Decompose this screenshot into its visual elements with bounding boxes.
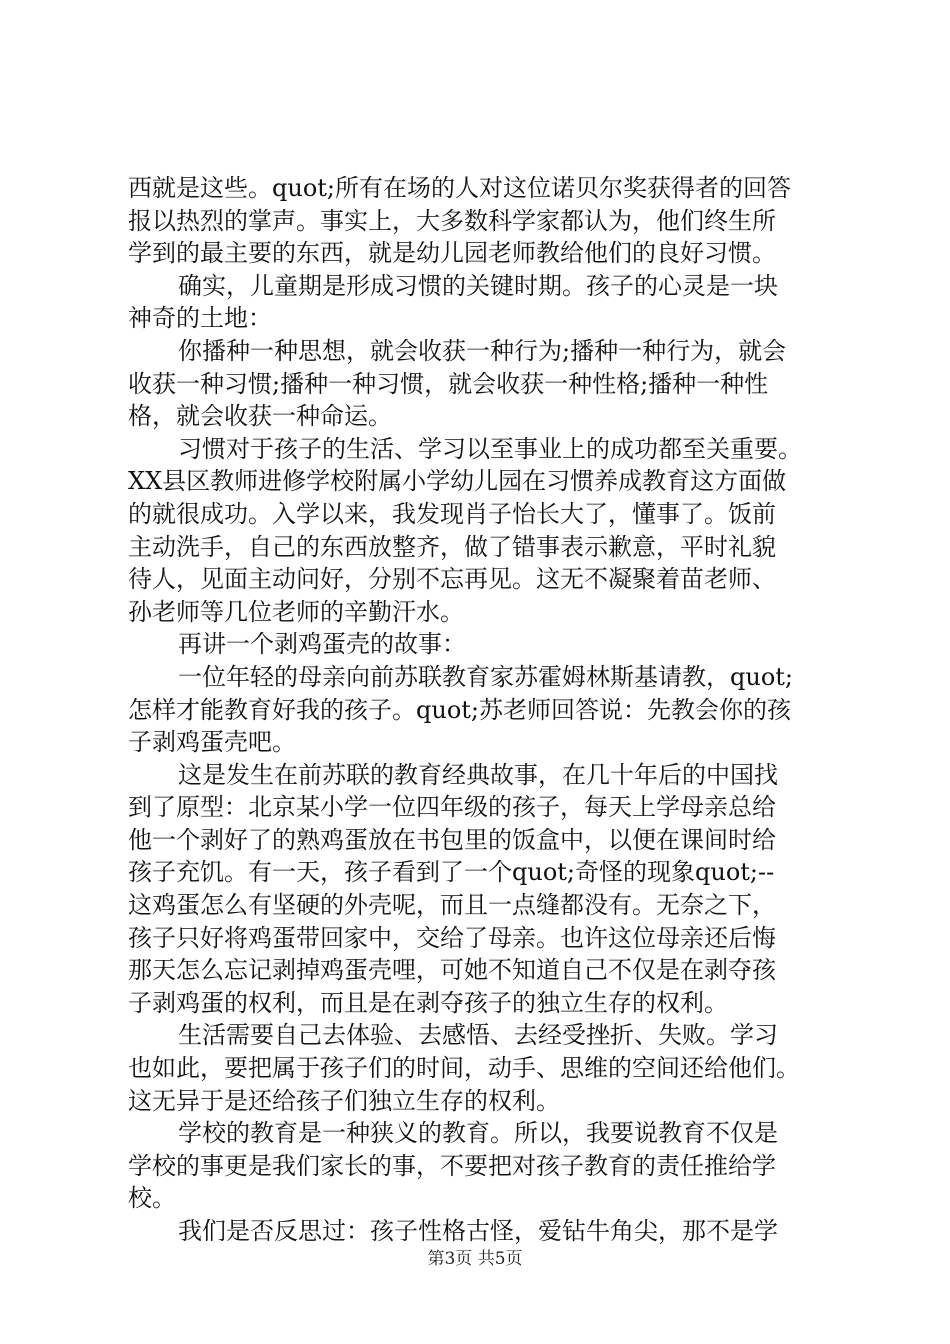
text-line: 也如此，要把属于孩子们的时间，动手、思维的空间还给他们。 <box>128 1054 800 1083</box>
text-line: 他一个剥好了的熟鸡蛋放在书包里的饭盒中，以便在课间时给 <box>128 825 776 854</box>
text-line: 格，就会收获一种命运。 <box>128 402 392 431</box>
page-footer: 第3页 共5页 <box>427 1249 523 1269</box>
text-line: 报以热烈的掌声。事实上，大多数科学家都认为，他们终生所 <box>128 206 776 235</box>
text-line: 神奇的土地： <box>128 304 272 333</box>
text-line: 你播种一种思想，就会收获一种行为;播种一种行为，就会 <box>178 336 787 365</box>
text-line: 孙老师等几位老师的辛勤汗水。 <box>128 597 464 626</box>
text-line: 这鸡蛋怎么有坚硬的外壳呢，而且一点缝都没有。无奈之下， <box>128 891 776 920</box>
text-line: 生活需要自己去体验、去感悟、去经受挫折、失败。学习 <box>178 1021 778 1050</box>
text-line: XX县区教师进修学校附属小学幼儿园在习惯养成教育这方面做 <box>128 467 787 496</box>
text-line: 习惯对于孩子的生活、学习以至事业上的成功都至关重要。 <box>178 434 802 463</box>
text-line: 主动洗手，自己的东西放整齐，做了错事表示歉意，平时礼貌 <box>128 532 776 561</box>
text-line: 那天怎么忘记剥掉鸡蛋壳哩，可她不知道自己不仅是在剥夺孩 <box>128 956 776 985</box>
text-line: 这无异于是还给孩子们独立生存的权利。 <box>128 1086 560 1115</box>
text-line: 学校的事更是我们家长的事，不要把对孩子教育的责任推给学 <box>128 1151 776 1180</box>
text-line: 再讲一个剥鸡蛋壳的故事： <box>178 630 466 659</box>
text-line: 学到的最主要的东西，就是幼儿园老师教给他们的良好习惯。 <box>128 239 776 268</box>
text-line: 待人，见面主动问好，分别不忘再见。这无不凝聚着苗老师、 <box>128 565 776 594</box>
text-line: 西就是这些。quot;所有在场的人对这位诺贝尔奖获得者的回答 <box>128 174 791 202</box>
text-line: 到了原型：北京某小学一位四年级的孩子，每天上学母亲总给 <box>128 793 776 822</box>
text-line: 孩子充饥。有一天，孩子看到了一个quot;奇怪的现象quot;-- <box>128 858 775 887</box>
text-line: 学校的教育是一种狭义的教育。所以，我要说教育不仅是 <box>178 1119 778 1148</box>
text-line: 收获一种习惯;播种一种习惯，就会收获一种性格;播种一种性 <box>128 369 769 398</box>
text-line: 怎样才能教育好我的孩子。quot;苏老师回答说：先教会你的孩 <box>128 695 791 724</box>
text-line: 我们是否反思过：孩子性格古怪，爱钻牛角尖，那不是学 <box>178 1217 778 1245</box>
text-line: 确实，儿童期是形成习惯的关键时期。孩子的心灵是一块 <box>178 271 778 300</box>
text-line: 这是发生在前苏联的教育经典故事，在几十年后的中国找 <box>178 760 778 789</box>
body-text <box>128 172 833 1248</box>
text-line: 孩子只好将鸡蛋带回家中，交给了母亲。也许这位母亲还后悔 <box>128 923 776 952</box>
text-line: 子剥鸡蛋的权利，而且是在剥夺孩子的独立生存的权利。 <box>128 988 728 1017</box>
text-line: 子剥鸡蛋壳吧。 <box>128 728 296 757</box>
text-line: 的就很成功。入学以来，我发现肖子怡长大了，懂事了。饭前 <box>128 499 776 528</box>
text-line: 一位年轻的母亲向前苏联教育家苏霍姆林斯基请教，quot; <box>178 662 793 691</box>
text-line: 校。 <box>128 1184 176 1213</box>
